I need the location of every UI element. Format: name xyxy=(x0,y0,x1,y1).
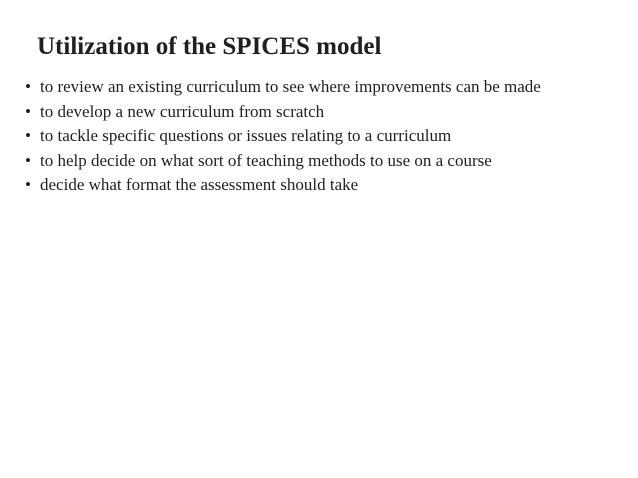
bullet-dot-icon: • xyxy=(25,77,31,96)
bullet-item xyxy=(23,124,628,149)
bullet-text: to develop a new curriculum from scratch xyxy=(40,101,325,121)
bullet-dot-icon: • xyxy=(25,150,31,170)
bullet-item xyxy=(23,173,628,198)
bullet-dot-icon: • xyxy=(25,126,31,145)
bullet-item xyxy=(23,75,628,100)
bullet-text: to tackle specific questions or issues relating to a curriculum xyxy=(40,126,452,145)
bullet-text: to review an existing curriculum to see where improvements can be made xyxy=(40,77,541,96)
bullet-dot-icon: • xyxy=(25,101,31,121)
bullet-item xyxy=(23,100,628,125)
bullet-item xyxy=(23,149,628,174)
bullet-text: to help decide on what sort of teaching methods to use on a course xyxy=(40,150,492,170)
bullet-text: decide what format the assessment should take xyxy=(40,175,359,194)
slide-title: Utilization of the SPICES model xyxy=(37,33,382,60)
bullet-dot-icon: • xyxy=(25,175,31,194)
bullet-list xyxy=(23,75,628,198)
